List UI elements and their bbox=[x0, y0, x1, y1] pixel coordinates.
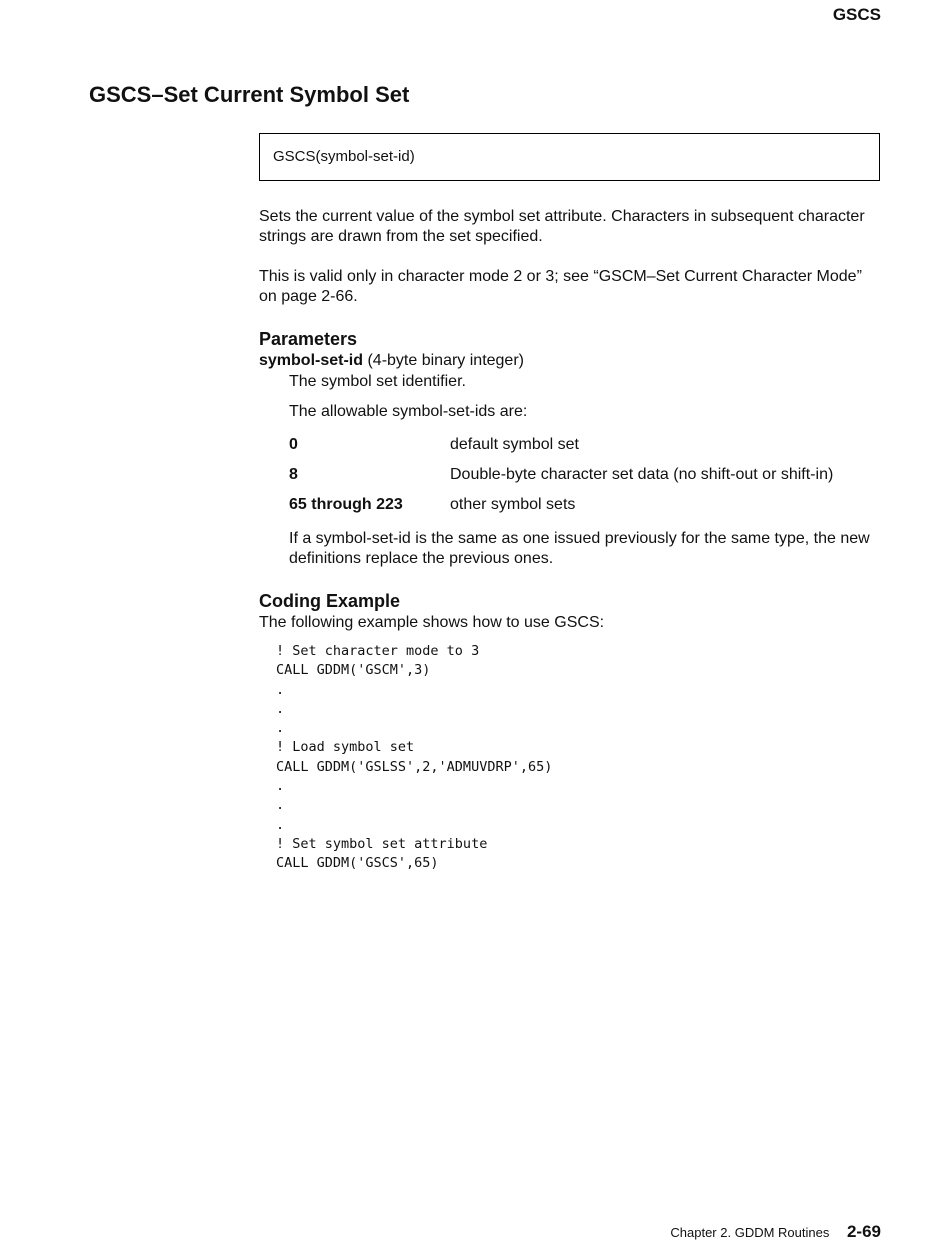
code-line: . bbox=[276, 720, 285, 737]
code-line: . bbox=[276, 797, 285, 814]
param-description: The symbol set identifier. bbox=[289, 373, 466, 390]
code-line: CALL GDDM('GSCS',65) bbox=[276, 855, 439, 872]
intro-paragraph-2: This is valid only in character mode 2 or 3; see “GSCM–Set Current Character Mode” on page 2-66. bbox=[259, 268, 862, 305]
footer-chapter: Chapter 2. GDDM Routines bbox=[670, 1225, 830, 1240]
param-type: (4-byte binary integer) bbox=[367, 352, 524, 369]
code-block bbox=[276, 642, 552, 874]
param-name: symbol-set-id bbox=[259, 352, 364, 369]
intro-paragraph-1: Sets the current value of the symbol set attribute. Characters in subsequent character strings are drawn from the set specified. bbox=[259, 208, 865, 245]
coding-example-heading: Coding Example bbox=[259, 591, 401, 611]
code-line: . bbox=[276, 681, 285, 698]
code-line: CALL GDDM('GSLSS',2,'ADMUVDRP',65) bbox=[276, 758, 553, 775]
page-footer bbox=[670, 1222, 881, 1242]
id-value: 8 bbox=[289, 466, 298, 483]
code-line: ! Load symbol set bbox=[276, 739, 415, 756]
syntax-text: GSCS(symbol-set-id) bbox=[273, 148, 415, 165]
page-number: 2-69 bbox=[846, 1222, 881, 1241]
syntax-box bbox=[259, 133, 880, 181]
code-line: ! Set character mode to 3 bbox=[276, 643, 480, 659]
id-description: other symbol sets bbox=[450, 496, 576, 513]
allowable-intro: The allowable symbol-set-ids are: bbox=[289, 403, 528, 420]
code-line: . bbox=[276, 778, 285, 795]
id-description: default symbol set bbox=[450, 436, 579, 453]
code-line: CALL GDDM('GSCM',3) bbox=[276, 662, 431, 679]
page-title: GSCS–Set Current Symbol Set bbox=[89, 82, 410, 107]
parameters-heading: Parameters bbox=[259, 329, 358, 349]
code-line: . bbox=[276, 816, 285, 833]
coding-example-intro: The following example shows how to use GSCS: bbox=[259, 614, 605, 631]
id-value: 65 through 223 bbox=[289, 496, 403, 513]
id-description: Double-byte character set data (no shift-out or shift-in) bbox=[450, 466, 834, 483]
id-value: 0 bbox=[289, 436, 298, 453]
code-line: ! Set symbol set attribute bbox=[276, 835, 488, 852]
param-note: If a symbol-set-id is the same as one issued previously for the same type, the new definitions replace the previous ones. bbox=[289, 530, 870, 567]
running-head: GSCS bbox=[832, 5, 881, 24]
code-line: . bbox=[276, 700, 285, 717]
param-term bbox=[259, 352, 524, 370]
